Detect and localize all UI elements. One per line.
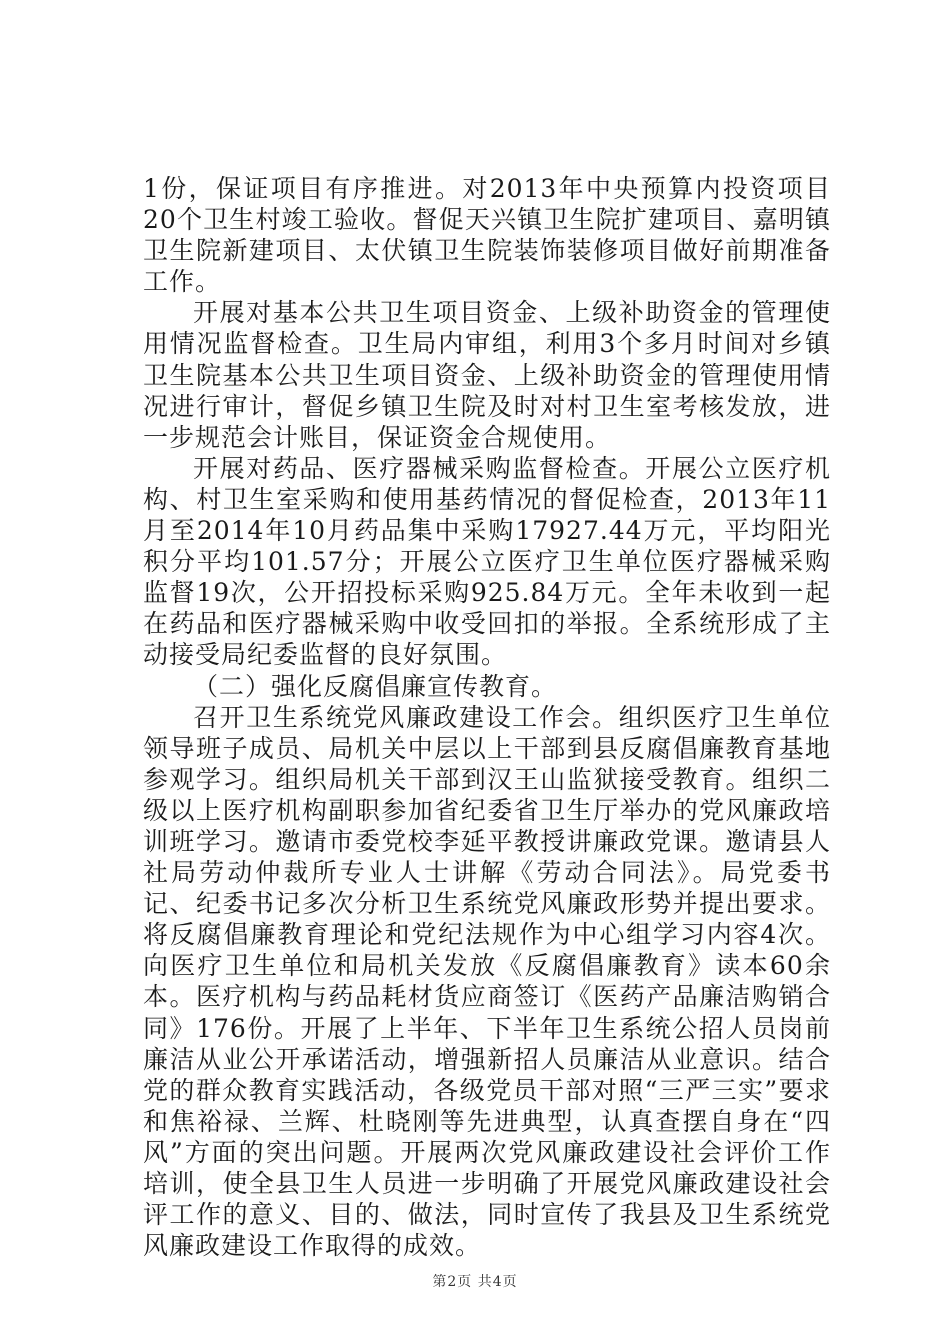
document-body bbox=[143, 173, 831, 1261]
paragraph-1: 1份，保证项目有序推进。对2013年中央预算内投资项目20个卫生村竣工验收。督促天兴镇卫生院扩建项目、嘉明镇卫生院新建项目、太伏镇卫生院装饰装修项目做好前期准备工作。 bbox=[143, 174, 831, 297]
page-footer bbox=[0, 1271, 950, 1291]
paragraph-2: 开展对基本公共卫生项目资金、上级补助资金的管理使用情况监督检查。卫生局内审组，利用3个多月时间对乡镇卫生院基本公共卫生项目资金、上级补助资金的管理使用情况进行审计，督促乡镇卫生院及时对村卫生室考核发放，进一步规范会计账目，保证资金合规使用。 bbox=[143, 298, 831, 452]
paragraph-3: 开展对药品、医疗器械采购监督检查。开展公立医疗机构、村卫生室采购和使用基药情况的督促检查，2013年11月至2014年10月药品集中采购17927.44万元，平均阳光积分平均101.57分；开展公立医疗卫生单位医疗器械采购监督19次，公开招投标采购925.84万元。全年未收到一起在药品和医疗器械采购中收受回扣的举报。全系统形成了主动接受局纪委监督的良好氛围。 bbox=[143, 453, 831, 670]
page-number: 第2页 共4页 bbox=[432, 1274, 518, 1290]
section-heading: （二）强化反腐倡廉宣传教育。 bbox=[193, 671, 558, 701]
paragraph-5: 召开卫生系统党风廉政建设工作会。组织医疗卫生单位领导班子成员、局机关中层以上干部到县反腐倡廉教育基地参观学习。组织局机关干部到汉王山监狱接受教育。组织二级以上医疗机构副职参加省纪委省卫生厅举办的党风廉政培训班学习。邀请市委党校李延平教授讲廉政党课。邀请县人社局劳动仲裁所专业人士讲解《劳动合同法》。局党委书记、纪委书记多次分析卫生系统党风廉政形势并提出要求。将反腐倡廉教育理论和党纪法规作为中心组学习内容4次。向医疗卫生单位和局机关发放《反腐倡廉教育》读本60余本。医疗机构与药品耗材货应商签订《医药产品廉洁购销合同》176份。开展了上半年、下半年卫生系统公招人员岗前廉洁从业公开承诺活动，增强新招人员廉洁从业意识。结合党的群众教育实践活动，各级党员干部对照“三严三实”要求和焦裕禄、兰辉、杜晓刚等先进典型，认真查摆自身在“四风”方面的突出问题。开展两次党风廉政建设社会评价工作培训，使全县卫生人员进一步明确了开展党风廉政建设社会评工作的意义、目的、做法，同时宣传了我县及卫生系统党风廉政建设工作取得的成效。 bbox=[143, 702, 831, 1261]
